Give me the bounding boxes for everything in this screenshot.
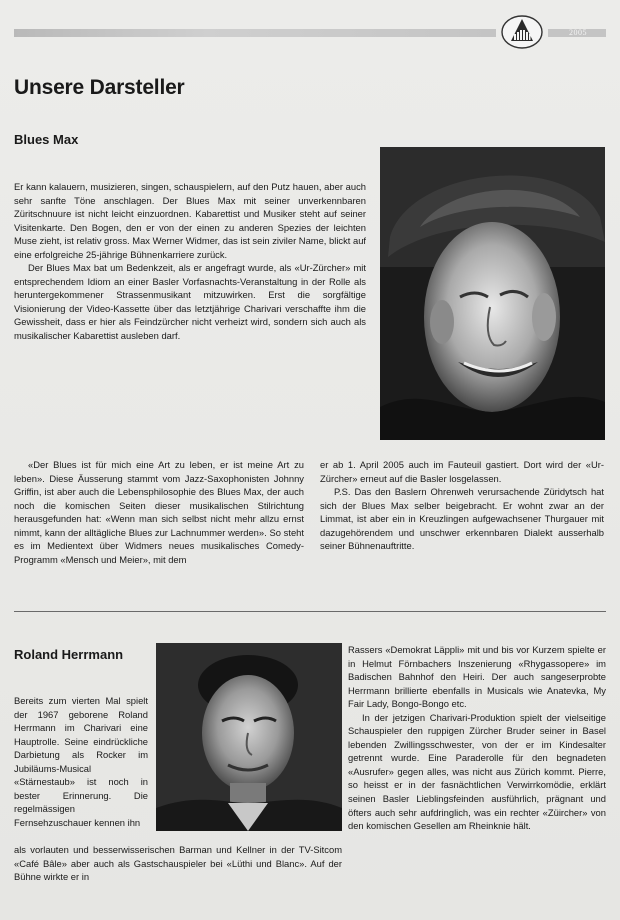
- section-heading-blues-max: Blues Max: [14, 132, 79, 147]
- paragraph: «Der Blues ist für mich eine Art zu leben, er ist meine Art zu leben». Diese Äusserung stammt vom Jazz-Saxophonisten Johnny Griffin, ist aber auch die Lebensphilosophie des Blues Max, der auch noch die komischen Seiten dieser musikalischen Stilrichtung herausgefunden hat: «Wenn man sich selbst nicht mehr allzu ernst nimmt, kann der alltägliche Blues zur Lachnummer werden». So steht es im Medientext über Widmers neues musikalisches Comedy-Programm «Mensch und Meier», mit dem: [14, 459, 304, 565]
- page-title: Unsere Darsteller: [14, 76, 185, 99]
- paragraph: In der jetzigen Charivari-Produktion spielt der vielseitige Schauspieler den ruppigen Zürcher Bruder seiner in Basel lebenden Zwillingsschwester, von der er im Kindesalter getrennt wurde. Eine Paraderolle für den begnadeten «Ausrufer» gegen alles, was nicht aus Zürich kommt. Pierre, so heisst er in der fasnächtlichen Verwirrkomödie, erklärt seinen Basler Lieblingsfeinden ausführlich, prägnant und öfters auch sehr aufdringlich, was ein rechter «Züircher» von den komischen Gesellen am Rheinknie hält.: [348, 711, 606, 832]
- roland-herrmann-text-narrow: [14, 694, 148, 829]
- blues-max-text-upper: [14, 180, 366, 343]
- section-divider: [14, 611, 606, 612]
- blues-max-text-lower-right: [320, 458, 604, 553]
- charivari-logo-icon: [500, 14, 544, 50]
- year-label: 2005: [569, 28, 587, 37]
- paragraph: Er kann kalauern, musizieren, singen, schauspielern, auf den Putz hauen, aber auch sehr sanfte Töne anschlagen. Der Blues Max mit seiner unverkennbaren Züritschnuure ist nicht leicht einzuordnen. Kabarettist und Musiker steht auf seiner Visitenkarte. Den Bogen, den er von der einen zu anderen Spezies der leichten Muse zieht, ist relativ gross. Max Werner Widmer, das ist sein ziviler Name, blickt auf eine erfolgreiche 25-jährige Bühnenkarriere zurück.: [14, 181, 367, 260]
- blues-max-photo: [380, 147, 605, 440]
- roland-herrmann-photo: [156, 643, 342, 831]
- roland-herrmann-text-right: [348, 643, 606, 833]
- blues-max-text-lower-left: [14, 458, 304, 566]
- roland-herrmann-text-wide: [14, 843, 342, 884]
- paragraph: Bereits zum vierten Mal spielt der 1967 geborene Roland Herrmann im Charivari eine Hauptrolle. Seine eindrückliche Darbietung als Rocker im Jubiläums-Musical «Stärnestaub» ist noch in bester Erinnerung. Die regelmässigen Fernsehzuschauer kennen ihn: [14, 695, 148, 828]
- section-heading-roland-herrmann: Roland Herrmann: [14, 647, 124, 662]
- paragraph: Rassers «Demokrat Läppli» mit und bis vor Kurzem spielte er in Helmut Förnbachers Inszenierung «Rhygassopere» im Badischen Bahnhof den Heiri. Der auch sangeserprobte Herrmann brillierte ebenfalls in Musicals wie Anatevka, My Fair Lady, Bongo-Bongo etc.: [348, 644, 606, 710]
- header-rule: [14, 29, 496, 37]
- paragraph: als vorlauten und besserwisserischen Barman und Kellner in der TV-Sitcom «Café Bâle» aber auch als Gastschauspieler bei «Lüthi und Blanc». Auf der Bühne wirkte er in: [14, 844, 342, 883]
- paragraph: P.S. Das den Baslern Ohrenweh verursachende Züridytsch hat sich der Blues Max selber beigebracht. Er wohnt zwar an der Limmat, ist aber ein in Kreuzlingen aufgewachsener Thurgauer mit dazugehörendem und unschwer erkennbaren Dialekt ausserhalb seiner Bühnenauftritte.: [320, 486, 604, 552]
- paragraph: er ab 1. April 2005 auch im Fauteuil gastiert. Dort wird der «Ur-Zürcher» erneut auf die Basler losgelassen.: [320, 459, 604, 484]
- paragraph: Der Blues Max bat um Bedenkzeit, als er angefragt wurde, als «Ur-Zürcher» mit entsprechendem Idiom an einer Basler Vorfasnachts-Veranstaltung in der Rolle als heruntergekommener Strassenmusikant mitzuwirken. Erst die sorgfältige Visionierung der Video-Kassette über das letztjährige Charivari verschaffte ihm die Gewissheit, dass er hier als Feindzürcher nicht verheizt wird, sondern sich auch als musikalischer Kabarettist ausleben darf.: [14, 262, 366, 342]
